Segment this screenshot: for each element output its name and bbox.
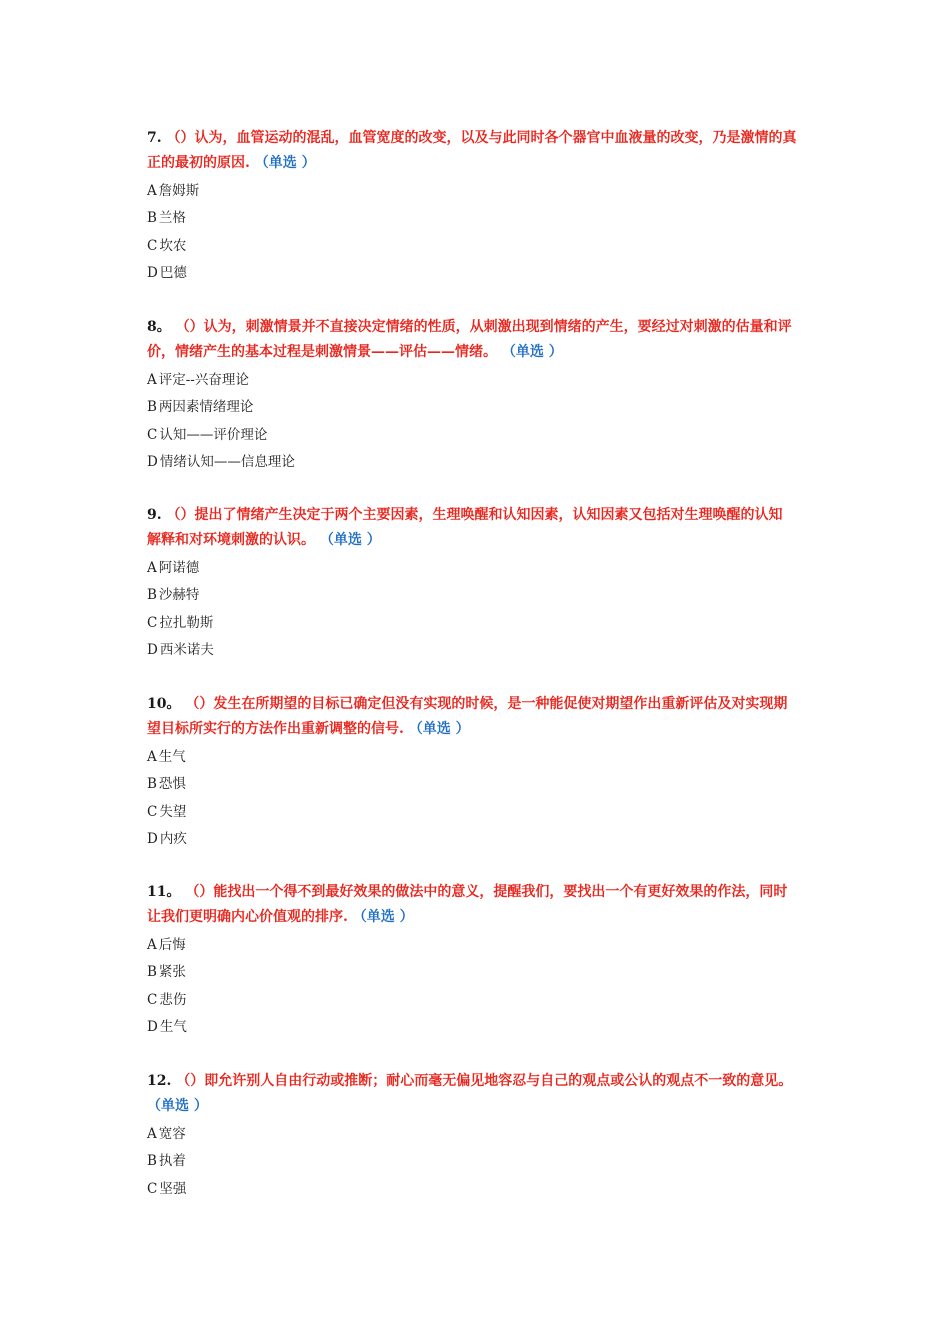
- option-a: A 生气: [147, 749, 186, 765]
- option-d: D 巴德: [147, 264, 187, 281]
- question-stem-line-1: [147, 126, 807, 151]
- option-b: B 紧张: [147, 964, 186, 981]
- question-7: [147, 126, 807, 287]
- option-list: [147, 744, 807, 853]
- option-d: D 情绪认知——信息理论: [147, 453, 295, 470]
- question-type-label: （单选 ）: [254, 155, 316, 171]
- question-type-label: （单选 ）: [501, 344, 563, 360]
- question-number: 11。: [147, 884, 181, 900]
- option-a: A 詹姆斯: [147, 183, 200, 199]
- question-text: （）能找出一个得不到最好效果的做法中的意义，提醒我们，要找出一个有更好效果的作法，同时: [185, 884, 788, 900]
- question-number: 9.: [147, 507, 162, 523]
- question-type-label: （单选 ）: [319, 532, 381, 548]
- question-11: [147, 880, 807, 1041]
- option-list: [147, 555, 807, 664]
- question-stem-line-2: [147, 1094, 807, 1119]
- question-number: 8。: [147, 319, 171, 335]
- option-b: B 两因素情绪理论: [147, 399, 254, 416]
- question-text: 望目标所实行的方法作出重新调整的信号.: [147, 721, 404, 737]
- option-list: [147, 932, 807, 1041]
- option-list: [147, 178, 807, 287]
- option-a: A 阿诺德: [147, 560, 200, 576]
- option-a: A 宽容: [147, 1126, 186, 1142]
- question-stem-line-2: [147, 905, 807, 930]
- question-type-label: （单选 ）: [408, 721, 470, 737]
- option-a: A 评定--兴奋理论: [147, 372, 249, 388]
- option-b: B 兰格: [147, 210, 186, 227]
- option-c: C 坎农: [147, 237, 187, 254]
- question-number: 10。: [147, 696, 181, 712]
- question-text: （）提出了情绪产生决定于两个主要因素，生理唤醒和认知因素，认知因素又包括对生理唤醒的认知: [166, 507, 783, 523]
- question-type-label: （单选 ）: [147, 1098, 208, 1114]
- question-8: [147, 315, 807, 476]
- question-text: 解释和对环境刺激的认识。: [147, 532, 315, 548]
- question-stem-line-2: [147, 151, 807, 176]
- question-stem-line-2: [147, 717, 807, 742]
- option-b: B 恐惧: [147, 776, 186, 793]
- option-c: C 拉扎勒斯: [147, 614, 214, 631]
- question-text: （）认为，刺激情景并不直接决定情绪的性质，从刺激出现到情绪的产生，要经过对刺激的估量和评: [175, 319, 792, 335]
- option-d: D 生气: [147, 1018, 187, 1035]
- option-a: A 后悔: [147, 937, 186, 953]
- question-type-label: （单选 ）: [352, 909, 414, 925]
- question-text: （）即允许别人自由行动或推断；耐心而毫无偏见地容忍与自己的观点或公认的观点不一致的意见。: [176, 1073, 793, 1089]
- option-c: C 失望: [147, 803, 187, 820]
- question-stem-line-1: [147, 880, 807, 905]
- question-text: 价，情绪产生的基本过程是刺激情景——评估——情绪。: [147, 344, 497, 360]
- question-10: [147, 692, 807, 853]
- question-stem-line-2: [147, 340, 807, 365]
- question-stem-line-2: [147, 528, 807, 553]
- question-stem-line-1: [147, 1069, 807, 1094]
- question-text: （）认为，血管运动的混乱，血管宽度的改变，以及与此同时各个器官中血液量的改变，乃是激情的真: [166, 130, 797, 146]
- question-12: [147, 1069, 807, 1203]
- option-list: [147, 1121, 807, 1203]
- question-9: [147, 503, 807, 664]
- question-number: 12.: [147, 1073, 172, 1089]
- question-text: 正的最初的原因.: [147, 155, 250, 171]
- question-stem-line-1: [147, 503, 807, 528]
- option-c: C 认知——评价理论: [147, 426, 268, 443]
- option-b: B 执着: [147, 1153, 186, 1170]
- option-d: D 西米诺夫: [147, 641, 214, 658]
- option-d: D 内疚: [147, 830, 187, 847]
- question-text: 让我们更明确内心价值观的排序.: [147, 909, 348, 925]
- option-c: C 坚强: [147, 1180, 187, 1197]
- question-stem-line-1: [147, 692, 807, 717]
- option-list: [147, 367, 807, 476]
- question-number: 7.: [147, 130, 162, 146]
- question-stem-line-1: [147, 315, 807, 340]
- option-b: B 沙赫特: [147, 587, 200, 604]
- option-c: C 悲伤: [147, 991, 187, 1008]
- question-text: （）发生在所期望的目标已确定但没有实现的时候，是一种能促使对期望作出重新评估及对实现期: [185, 696, 788, 712]
